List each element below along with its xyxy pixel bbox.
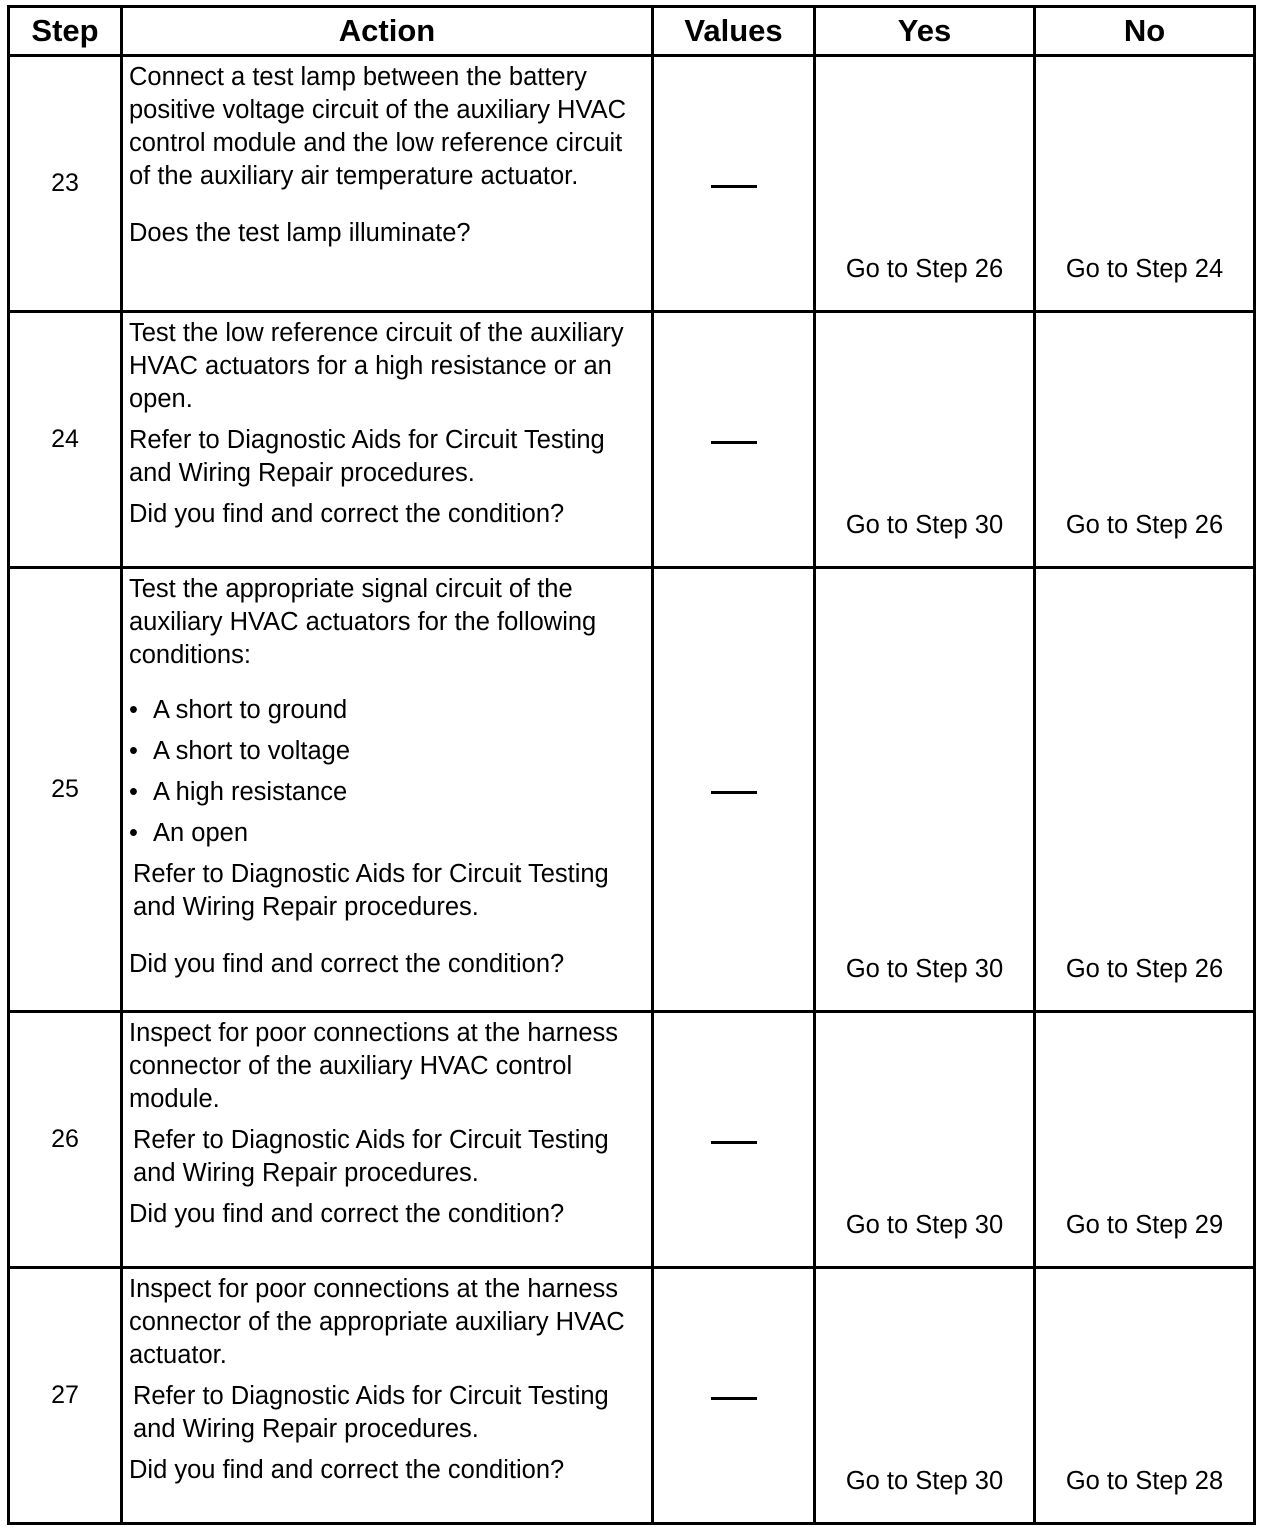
header-row (9, 7, 1255, 56)
list-item (129, 776, 645, 809)
no-result: Go to Step 26 (1035, 312, 1255, 568)
action-question: Does the test lamp illuminate? (129, 219, 471, 247)
action-text: Test the appropriate signal circuit of the auxiliary HVAC actuators for the following conditions: (129, 575, 597, 669)
yes-result: Go to Step 30 (815, 1268, 1035, 1524)
value-dash (711, 791, 757, 794)
list-item (129, 817, 645, 850)
value-dash (711, 1141, 757, 1144)
value-dash (711, 1397, 757, 1400)
table-row (9, 568, 1255, 1012)
table-row (9, 56, 1255, 312)
action-text: Inspect for poor connections at the harness connector of the appropriate auxiliary HVAC actuator. (129, 1275, 625, 1369)
refer-text: Refer to Diagnostic Aids for Circuit Testing and Wiring Repair procedures. (129, 426, 605, 487)
list-item-label: A high resistance (153, 778, 348, 806)
table-row (9, 1012, 1255, 1268)
diagnostic-table (7, 5, 1256, 1525)
bullet-icon: • (129, 778, 138, 806)
bullet-icon: • (129, 696, 138, 724)
table-row (9, 312, 1255, 568)
yes-result: Go to Step 30 (815, 568, 1035, 1012)
action-text: Test the low reference circuit of the auxiliary HVAC actuators for a high resistance or an open. (129, 319, 624, 413)
values-cell (653, 1012, 815, 1268)
step-number: 25 (9, 568, 122, 1012)
header-step: Step (9, 7, 122, 56)
list-item-label: A short to voltage (153, 737, 351, 765)
refer-text: Refer to Diagnostic Aids for Circuit Testing and Wiring Repair procedures. (133, 1382, 609, 1443)
values-cell (653, 56, 815, 312)
bullet-icon: • (129, 737, 138, 765)
action-question: Did you find and correct the condition? (129, 950, 565, 978)
action-question: Did you find and correct the condition? (129, 1456, 565, 1484)
step-number: 26 (9, 1012, 122, 1268)
refer-text: Refer to Diagnostic Aids for Circuit Testing and Wiring Repair procedures. (133, 1126, 609, 1187)
no-result: Go to Step 29 (1035, 1012, 1255, 1268)
header-values: Values (653, 7, 815, 56)
step-number: 24 (9, 312, 122, 568)
list-item-label: An open (153, 819, 249, 847)
refer-text: Refer to Diagnostic Aids for Circuit Testing and Wiring Repair procedures. (133, 860, 609, 921)
no-result: Go to Step 28 (1035, 1268, 1255, 1524)
action-text: Inspect for poor connections at the harness connector of the auxiliary HVAC control module. (129, 1019, 619, 1113)
value-dash (711, 441, 757, 444)
yes-result: Go to Step 26 (815, 56, 1035, 312)
action-cell (122, 56, 653, 312)
yes-result: Go to Step 30 (815, 312, 1035, 568)
values-cell (653, 312, 815, 568)
values-cell (653, 1268, 815, 1524)
action-cell (122, 1012, 653, 1268)
header-action: Action (122, 7, 653, 56)
header-yes: Yes (815, 7, 1035, 56)
action-question: Did you find and correct the condition? (129, 1200, 565, 1228)
value-dash (711, 185, 757, 188)
action-question: Did you find and correct the condition? (129, 500, 565, 528)
values-cell (653, 568, 815, 1012)
list-item (129, 694, 645, 727)
action-text: Connect a test lamp between the battery positive voltage circuit of the auxiliary HVAC control module and the low reference circuit of the auxiliary air temperature actuator. (129, 63, 626, 190)
bullet-icon: • (129, 819, 138, 847)
header-no: No (1035, 7, 1255, 56)
action-cell (122, 568, 653, 1012)
no-result: Go to Step 26 (1035, 568, 1255, 1012)
yes-result: Go to Step 30 (815, 1012, 1035, 1268)
no-result: Go to Step 24 (1035, 56, 1255, 312)
action-cell (122, 312, 653, 568)
list-item-label: A short to ground (153, 696, 348, 724)
list-item (129, 735, 645, 768)
action-cell (122, 1268, 653, 1524)
condition-list (129, 694, 645, 850)
step-number: 27 (9, 1268, 122, 1524)
table-row (9, 1268, 1255, 1524)
step-number: 23 (9, 56, 122, 312)
